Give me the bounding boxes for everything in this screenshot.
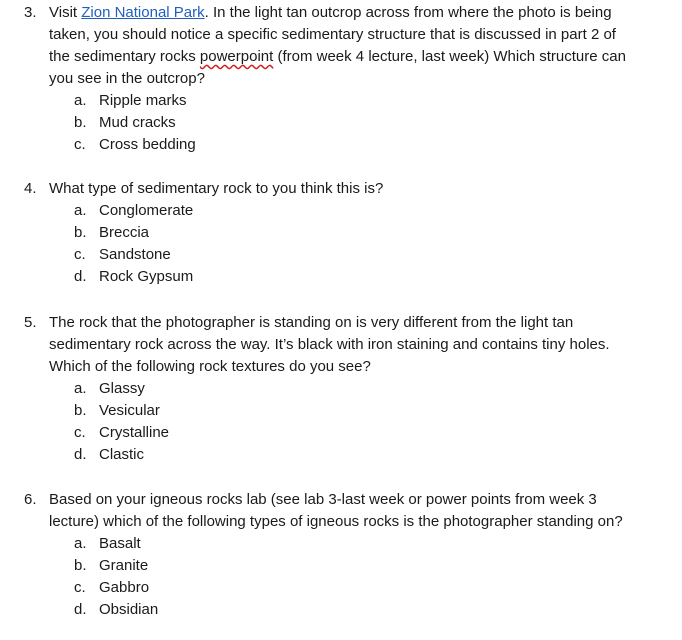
option-text: Crystalline: [99, 424, 170, 441]
option-letter: a.: [74, 535, 87, 552]
answer-option: [0, 378, 682, 400]
question-number: 3.: [24, 4, 37, 21]
option-letter: c.: [74, 424, 86, 441]
answer-option: [0, 422, 682, 444]
option-text: Glassy: [99, 380, 145, 397]
option-text: Clastic: [99, 446, 145, 463]
question-text-line: you see in the outcrop?: [49, 70, 205, 87]
option-text: Breccia: [99, 224, 150, 241]
question-number: 5.: [24, 314, 37, 331]
answer-option: [0, 599, 682, 621]
misspelled-word[interactable]: powerpoint: [199, 48, 274, 65]
answer-option: [0, 134, 682, 156]
answer-option: [0, 400, 682, 422]
answer-option: [0, 577, 682, 599]
option-text: Rock Gypsum: [99, 268, 194, 285]
question-text-line: sedimentary rock across the way. It’s black with iron staining and contains tiny holes.: [49, 336, 610, 353]
answer-option: [0, 112, 682, 134]
option-text: Vesicular: [99, 402, 160, 419]
option-letter: d.: [74, 446, 87, 463]
option-letter: a.: [74, 380, 87, 397]
option-text: Gabbro: [99, 579, 150, 596]
zion-national-park-link[interactable]: Zion National Park: [81, 4, 205, 21]
question-text-line: the sedimentary rocks powerpoint (from week 4 lecture, last week) Which structure can: [49, 48, 626, 65]
option-letter: c.: [74, 579, 86, 596]
question-text-line: taken, you should notice a specific sedimentary structure that is discussed in part 2 of: [49, 26, 616, 43]
question-5: [0, 312, 682, 466]
answer-option: [0, 266, 682, 288]
question-3: [0, 2, 682, 156]
option-letter: b.: [74, 224, 87, 241]
option-text: Basalt: [99, 535, 141, 552]
question-text-line: Visit Zion National Park. In the light tan outcrop across from where the photo is being: [49, 4, 612, 21]
option-letter: a.: [74, 202, 87, 219]
option-text: Cross bedding: [99, 136, 196, 153]
option-letter: b.: [74, 402, 87, 419]
option-letter: c.: [74, 136, 86, 153]
option-text: Mud cracks: [99, 114, 176, 131]
option-text: Sandstone: [99, 246, 171, 263]
answer-option: [0, 90, 682, 112]
option-letter: b.: [74, 114, 87, 131]
question-text-line: The rock that the photographer is standing on is very different from the light tan: [49, 314, 574, 331]
option-text: Conglomerate: [99, 202, 194, 219]
question-6: [0, 489, 682, 621]
question-4: [0, 178, 682, 288]
answer-option: [0, 200, 682, 222]
question-text-line: What type of sedimentary rock to you think this is?: [49, 180, 384, 197]
option-letter: c.: [74, 246, 86, 263]
answer-option: [0, 244, 682, 266]
option-letter: d.: [74, 268, 87, 285]
option-letter: d.: [74, 601, 87, 618]
answer-option: [0, 222, 682, 244]
answer-option: [0, 444, 682, 466]
answer-option: [0, 555, 682, 577]
question-text-line: lecture) which of the following types of igneous rocks is the photographer standing on?: [49, 513, 623, 530]
answer-option: [0, 533, 682, 555]
option-text: Obsidian: [99, 601, 159, 618]
option-text: Ripple marks: [99, 92, 187, 109]
question-text-line: Based on your igneous rocks lab (see lab 3-last week or power points from week 3: [49, 491, 597, 508]
option-text: Granite: [99, 557, 149, 574]
question-text-line: Which of the following rock textures do you see?: [49, 358, 371, 375]
option-letter: b.: [74, 557, 87, 574]
option-letter: a.: [74, 92, 87, 109]
question-number: 6.: [24, 491, 37, 508]
question-number: 4.: [24, 180, 37, 197]
